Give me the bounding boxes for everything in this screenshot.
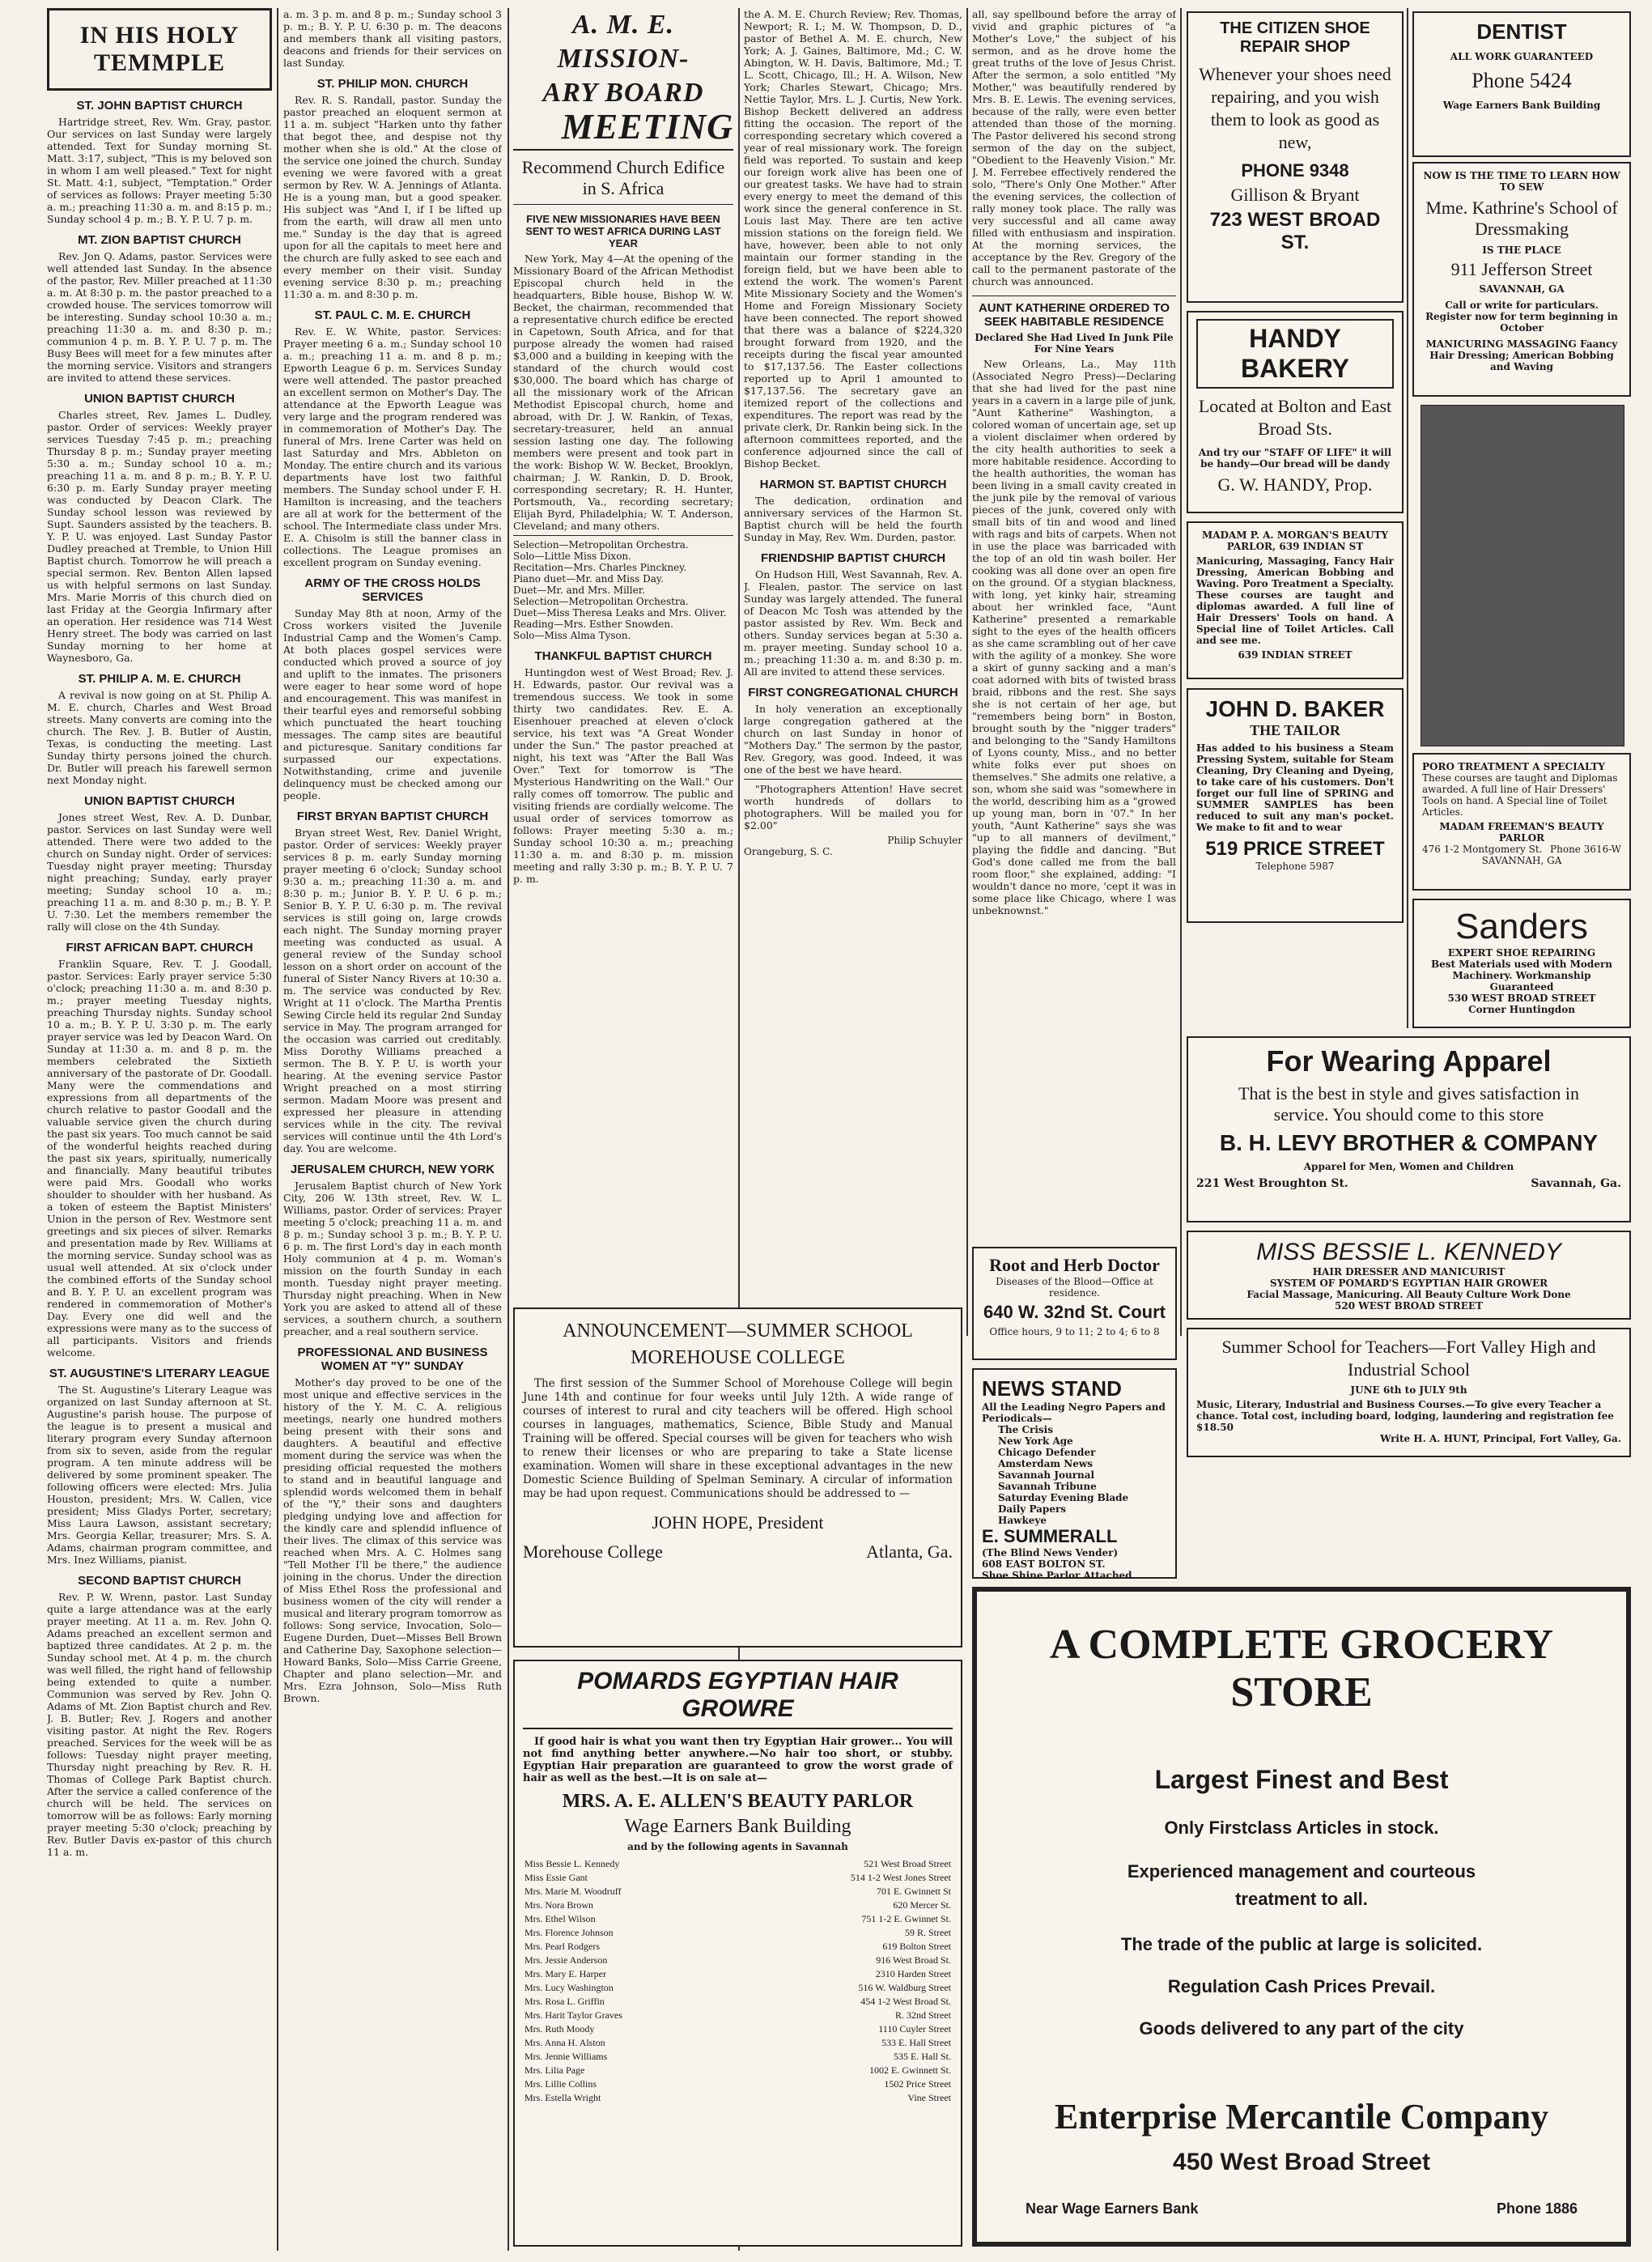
article-title: AUNT KATHERINE ORDERED TO SEEK HABITABLE RESIDENCE <box>972 296 1176 329</box>
table-row <box>523 1912 953 1926</box>
agent-name: Miss Essie Gant <box>524 1872 588 1883</box>
root-doctor-ad <box>972 1247 1177 1360</box>
table-row <box>523 1995 953 2009</box>
morehouse-announcement <box>513 1307 962 1648</box>
levy-title: For Wearing Apparel <box>1266 1044 1552 1078</box>
article-title: SECOND BAPTIST CHURCH <box>78 1574 241 1588</box>
pomard-body: If good hair is what you want then try Egyptian Hair grower... You will not find anything better anywhere.—No hair too short, or stubby. Egyptian Hair preparation are guaranteed to grow the worst grade of hair as well as the best.—It is on sale at— <box>523 1736 953 1784</box>
announcement-institution: Morehouse College <box>523 1541 663 1562</box>
program-item: Recitation—Mrs. Charles Pinckney. <box>513 562 687 573</box>
levy-firm: B. H. LEVY BROTHER & COMPANY <box>1219 1130 1599 1155</box>
dressmaking-services: MANICURING MASSAGING Faancy Hair Dressing; American Bobbing and Waving <box>1425 338 1618 372</box>
fortvalley-body: Music, Literary, Industrial and Business Courses.—To give every Teacher a chance. Total cost, including board, lodging, laundering and registration fee $18.50 <box>1196 1399 1614 1433</box>
agent-address: 516 W. Waldburg Street <box>858 1982 951 1993</box>
dentist-guarantee: ALL WORK GUARANTEED <box>1450 51 1594 62</box>
announcement-signer: JOHN HOPE, President <box>652 1512 824 1533</box>
article-body: Charles street, Rev. James L. Dudley, pastor. Order of services: Weekly prayer services Tuesday 7:45 p. m.; preaching Thursday 8 p. m.; Sunday prayer meeting 5:30 a. m.; Sunday school 10 a. m.; preaching 11 a. m. and 8 p. m.; B. Y. P. U. 6:30 p. m. Early Sunday prayer meeting was conducted by Deacon Clark. The Sunday school lesson was reviewed by Supt. Saunders assisted by the teachers. B. Y. P. U. was enjoyed. Last Sunday Pastor Dudley preached at Tremble, to Union Hill Baptist church. Tomorrow he will preach a special sermon. Rev. Benton Allen lapsed us with helpful sermons on last Sunday. Mrs. Marie Morris of this church died on last Friday at the Georgia Infirmary after an operation. Her residence was 714 West Henry street. The body was carried on last Sunday morning to her home at Waynesboro, Ga. <box>47 409 272 664</box>
morgan-body: Manicuring, Massaging, Fancy Hair Dressing, American Bobbing and Waving. Poro Treatment a Specialty. These courses are taught and diplomas awarded. A full line of Hair Dressers' Tools on hand. A Special line of Toilet Articles. Call and see me. <box>1196 555 1394 646</box>
fortvalley-dates: JUNE 6th to JULY 9th <box>1350 1384 1467 1396</box>
article <box>283 576 502 801</box>
news-paper: Saturday Evening Blade <box>998 1492 1129 1503</box>
dressmaking-place: IS THE PLACE <box>1482 244 1561 256</box>
announcement-city: Atlanta, Ga. <box>866 1541 953 1562</box>
article-body: all, say spellbound before the array of vivid and graphic pictures of "a Mother's Love," the subject of his sermon, and as he drove home the great truths of the love of Jesus Christ. After the sermon, a solo entitled "My Mother," was beautifully rendered by Mrs. B. E. Lewis. The evening services, because of the rally, were even better attended than those of the morning. The Pastor delivered his second strong sermon of the day on the subject, "Obedient to the Heavenly Vision." Mr. J. M. Ferrebee effectively rendered the solo, "There's Only One Mother." After the evening services, the collection of rally money took place. The rally was very successful and all came away filled with enthusiasm and inspiration. At the morning services, the acceptance by the Rev. Gregory of the call to the permanent pastorate of the church was announced. <box>972 8 1176 287</box>
article <box>513 649 733 885</box>
article-title: FIRST BRYAN BAPTIST CHURCH <box>296 810 489 823</box>
fortvalley-title: Summer School for Teachers—Fort Valley High and Industrial School <box>1221 1337 1596 1380</box>
article-body: Jerusalem Baptist church of New York City, 206 W. 13th street, Rev. W. L. Williams, pastor. Order of services: Prayer meeting 5 o'clock; preaching 11 a. m. and 8 p. m.; Sunday school 3 p. m.; B. Y. P. U. 6 p. m. The first Lord's day in each month Holy communion at 4 p. m. Woman's mission on the fourth Sunday in each month. Tuesday night prayer meeting. Thursday night preaching. When in New York you are asked to attend all of these services, a southern church, a southern preacher, and a real southern service. <box>283 1180 502 1337</box>
table-row <box>523 2022 953 2036</box>
article-body: Bryan street West, Rev. Daniel Wright, pastor. Order of services: Weekly prayer services 8 p. m. early Sunday morning prayer meeting 6 o'clock; Sunday school 9:30 a. m.; preaching 11:30 a. m. and 8:30 p. m.; Junior B. Y. P. U. 6 p. m.; Senior B. Y. P. U. 6:30 p. m. The revival services is still going on, large crowds each night. The Sunday morning prayer meeting was conducted as usual. A general review of the Sunday school lesson on a short order on account of the funeral of Sister Nancy Rivers at 10:30 a. m. The service was conducted by Rev. Wright at 11 o'clock. The Martha Prentis Sewing Circle held its regular 2nd Sunday service in May. The program arranged for the occasion was carried out creditably. Miss Dorothy Williams preached a sermon. The B. Y. P. U. is worth your hearing. At the evening service Pastor Wright preached on a most stirring sermon. Madam Moore was present and expressed her pleasure in attending services while in the city. The revival services will continue until the 4th Lord's day. You are welcome. <box>283 827 502 1154</box>
article-title: MT. ZION BAPTIST CHURCH <box>78 233 241 247</box>
poro-address: 476 1-2 Montgomery St. <box>1422 844 1543 855</box>
announcement-footer <box>523 1541 953 1563</box>
table-row <box>523 1857 953 1871</box>
repair-address: 723 WEST BROAD ST. <box>1209 209 1381 253</box>
pomard-ad <box>513 1660 962 2247</box>
column-3 <box>513 8 733 1303</box>
column-1 <box>47 8 272 2251</box>
repair-phone: PHONE 9348 <box>1241 160 1349 181</box>
agent-address: 751 1-2 E. Gwinnet St. <box>861 1913 951 1924</box>
table-row <box>523 1940 953 1954</box>
morgan-address: 639 INDIAN STREET <box>1238 649 1353 661</box>
agent-name: Mrs. Anna H. Alston <box>524 2037 605 2048</box>
pomard-title: POMARDS EGYPTIAN HAIR GROWRE <box>523 1668 953 1729</box>
article <box>744 478 962 543</box>
photo-notice <box>744 779 962 857</box>
notice-place: Orangeburg, S. C. <box>744 846 833 857</box>
announcement-body: The first session of the Summer School of Morehouse College will begin June 14th and continue for four weeks until July 12th. A wide range of courses of interest to rural and city teachers will be offered. High school courses in languages, mathematics, Science, Bible Study and Manual Training will be offered. Special courses will be given for teachers who wish to renew their licenses or who are preparing to take a State license examination. Women will share in these exceptional advantages in the new Domestic Science Building of Spelman Seminary. A circular of information may be had upon request. Communications should be addressed to — <box>523 1377 953 1500</box>
program-item: Solo—Miss Alma Tyson. <box>513 630 631 641</box>
article-title: HARMON ST. BAPTIST CHURCH <box>759 478 947 491</box>
agents-table <box>523 1857 953 2105</box>
dentist-title: DENTIST <box>1476 19 1567 44</box>
banner-line: ARY BOARD <box>542 78 704 108</box>
sanders-address: 530 WEST BROAD STREET <box>1447 993 1596 1004</box>
fortvalley-contact: Write H. A. HUNT, Principal, Fort Valley, Ga. <box>1380 1433 1621 1444</box>
levy-body: That is the best in style and gives satisfaction in service. You should come to this store <box>1238 1083 1579 1125</box>
table-row <box>523 1981 953 1995</box>
news-name: E. SUMMERALL <box>982 1526 1118 1546</box>
table-row <box>523 1926 953 1940</box>
fort-valley-ad <box>1187 1328 1631 1457</box>
article <box>744 551 962 678</box>
poro-title: PORO TREATMENT A SPECIALTY <box>1422 761 1605 772</box>
article-body: a. m. 3 p. m. and 8 p. m.; Sunday school 3 p. m.; B. Y. P. U. 6:30 p. m. The deacons and members thank all visiting pastors, deacons and friends for their services on last Sunday. <box>283 8 502 69</box>
sanders-tag: EXPERT SHOE REPAIRING <box>1447 947 1596 959</box>
bakery-located: Located at Bolton and East Broad Sts. <box>1198 396 1392 439</box>
table-row <box>523 1967 953 1981</box>
tailor-body: Has added to his business a Steam Pressing System, suitable for Steam Cleaning, Dry Cleaning and Dyeing, to take care of his customers. Don't forget our full line of SPRING and SUMMER SAMPLES has been reduced to suit any man's pocket. We make to fit and to wear <box>1196 742 1394 833</box>
tailor-phone: Telephone 5987 <box>1255 861 1335 872</box>
article <box>283 1163 502 1337</box>
article-title: ST. JOHN BAPTIST CHURCH <box>76 99 243 113</box>
table-row <box>523 2064 953 2077</box>
article-title: ST. PHILIP A. M. E. CHURCH <box>78 672 241 686</box>
agent-name: Mrs. Jennie Williams <box>524 2051 608 2062</box>
dentist-phone: Phone 5424 <box>1472 69 1572 92</box>
article-body: The St. Augustine's Literary League was organized on last Sunday afternoon at St. Augustine's parish house. The purpose of the league is to present a musical and literary program every Sunday afternoon from six to seven, aside from the regular program. A ten minute address will be delivered by some prominent speaker. The following officers were elected: Mrs. Julia Houston, president; Mrs. W. Callen, vice president; Miss Gladys Porter, secretary; Miss Laura Lawson, assistant secretary; Mrs. Georgia Kellar, treasurer; Mrs. S. A. Adams, chairman program committee, and Mrs. Inez Williams, pianist. <box>47 1384 272 1566</box>
article-body: Rev. P. W. Wrenn, pastor. Last Sunday quite a large attendance was at the early prayer meeting. At 11 a. m. Rev. John Q. Adams preached an excellent sermon and baptized three candidates. At 2 p. m. the Sunday school met. At 4 p. m. the church was well filled, the right hand of fellowship being extended to quite a number. Communion was served by Rev. John Q. Adams of Mt. Zion Baptist church and Rev. J. B. Butler; Rev. J. Rogers and another visiting pastor. At night the Rev. Rogers preached. Services for the week will be as follows: Tuesday night prayer meeting, Thursday night preaching by Rev. R. H. Thomas of College Park Baptist church. After the service a called conference of the church will be held. The services on tomorrow will be as follows: Early morning prayer meeting 5:30 o'clock; preaching by Rev. Butler Davis ex-pastor of this church 11 a. m. <box>47 1591 272 1858</box>
kennedy-trade: HAIR DRESSER AND MANICURIST <box>1312 1266 1505 1278</box>
kennedy-system: SYSTEM OF POMARD'S EGYPTIAN HAIR GROWER <box>1269 1278 1548 1289</box>
article-body: New Orleans, La., May 11th (Associated Negro Press)—Declaring that she had lived for the past nine years in a cavern in a large pile of junk, "Aunt Katherine" Washington, a colored woman of uncertain age, set up a violent disclaimer when ordered by the city health authorities to seek a more habitable residence. According to the health authorities, the woman has been living in a small cavity created in the junk pile by the removal of various pieces of the junk, covered only with small bits of tin and wood and lined with rags and bits of carpets. When not in use the place was barricaded with the top of an old tin wash boiler. Her cooking was all done over an open fire on the ground. Of a stygian blackness, with long, yet kinky hair, streaming about her wrinkled face, "Aunt Katherine" presented a remarkable sight to the eyes of the health officers as she came scrambling out of her cave with the agility of a monkey. She wore a skirt of gunny sacking and a man's coat adorned with bits of twisted brass braid, ribbons and the rest. She says she is not certain of her age, but "remembers being born" in Boston, brought south by the "nigger traders" and belonging to the "Sandy Hamiltons of Lyons county, Miss., and no better white folks ever put shoes on themselves." She admits one relative, a son, whom she said was "somewhere in the world, describing him as a "growed up young man, born in '07." In her youth, "Aunt Katherine" says she was "up to all manners of devilment," playing the fiddle and dancing. "But God's done called me from the ball room floor," she explained, adding: "I wouldn't dance no more, 'cept it was in some place like Chicago, where I was unbeknownst." <box>972 358 1176 916</box>
agent-address: 2310 Harden Street <box>875 1968 951 1979</box>
agent-name: Mrs. Estella Wright <box>524 2092 601 2103</box>
missionary-banner <box>513 8 733 151</box>
agent-address: R. 32nd Street <box>895 2009 951 2021</box>
article-body: On Hudson Hill, West Savannah, Rev. A. J. Flealen, pastor. The service on last Sunday was largely attended. The funeral of Deacon Mc Tosh was attended by the pastor assisted by Rev. Wm. Beck and others. Sunday services began at 5:30 a. m. prayer meeting. Sunday school 10 a. m.; preaching 11:30 a. m. and 8:30 p. m. All are invited to attend these services. <box>744 568 962 678</box>
dressmaking-name: Mme. Kathrine's School of Dressmaking <box>1425 198 1618 239</box>
news-paper: Savannah Tribune <box>998 1481 1097 1492</box>
poro-ad <box>1412 753 1631 891</box>
article-title: FRIENDSHIP BAPTIST CHURCH <box>760 551 946 565</box>
tailor-trade: THE TAILOR <box>1250 722 1340 738</box>
tailor-name: JOHN D. BAKER <box>1205 696 1385 721</box>
agent-name: Miss Bessie L. Kennedy <box>524 1858 620 1869</box>
article-title: ST. PAUL C. M. E. CHURCH <box>314 308 471 322</box>
bakery-ad <box>1187 311 1404 513</box>
news-title: NEWS STAND <box>982 1376 1122 1401</box>
article-body: Huntingdon west of West Broad; Rev. J. H. Edwards, pastor. Our revival was a tremendous success. We took in some thirty two candidates. Rev. E. A. Eisenhouer preached at eleven o'clock service, his text was "A Great Wonder under the Sun." The pastor preached at night, his text was "After the Ball Was Over." Text for tomorrow is "The Mysterious Handwriting on the Wall." Our rally comes off tomorrow. The public and visiting friends are cordially welcome. The usual order of services tomorrow as follows: Prayer meeting 5:30 a. m.; Sunday school 10:30 a. m.; preaching 11:30 a. m. and 8:30 p. m. mission meeting and rally 3:30 p. m.; B. Y. P. U. 7 p. m. <box>513 666 733 885</box>
agent-address: 916 West Broad St. <box>876 1954 951 1966</box>
tailor-ad <box>1187 688 1404 923</box>
headline: Recommend Church Edifice in S. Africa <box>513 157 733 205</box>
program-item: Duet—Miss Theresa Leaks and Mrs. Oliver. <box>513 607 727 619</box>
article-body: Rev. Jon Q. Adams, pastor. Services were well attended last Sunday. In the absence of the pastor, Rev. Miller preached at 11:30 a. m. At 8:30 p. m. the pastor preached to a crowded house. The services tomorrow will be interesting. Sunday school 10:30 a. m.; preaching 11:30 a. m. and 8:30 p. m.; communion 4 p. m. B. Y. P. U. 7 p. m. The Busy Bees will meet for a few minutes after the morning service. Visitors and strangers are invited to attend these services. <box>47 250 272 384</box>
agent-name: Mrs. Ethel Wilson <box>524 1913 596 1924</box>
column-rule <box>966 8 968 1336</box>
pomard-agents-intro: and by the following agents in Savannah <box>627 1841 848 1852</box>
grocery-line4: Regulation Cash Prices Prevail. <box>1167 1976 1436 1996</box>
agent-address: 533 E. Hall Street <box>881 2037 951 2048</box>
table-row <box>523 2036 953 2050</box>
dressmaking-city: SAVANNAH, GA <box>1479 283 1565 295</box>
table-row <box>523 1871 953 1885</box>
levy-apparel-ad <box>1187 1036 1631 1222</box>
agent-name: Mrs. Lilia Page <box>524 2064 585 2076</box>
article <box>47 1367 272 1566</box>
grocery-line1: Only Firstclass Articles in stock. <box>1164 1818 1439 1838</box>
news-vendor: (The Blind News Vender) <box>982 1547 1119 1558</box>
article-body: In holy veneration an exceptionally large congregation gathered at the church on last Sunday in honor of "Mothers Day." The sermon by the pastor, Rev. Gregory, was good. Indeed, it was one of the best we have heard. <box>744 703 962 776</box>
kennedy-name: MISS BESSIE L. KENNEDY <box>1256 1239 1561 1265</box>
news-paper: The Crisis <box>998 1424 1053 1435</box>
grocery-line5: Goods delivered to any part of the city <box>1139 2018 1464 2039</box>
poro-address-line <box>1422 844 1621 855</box>
article-body: the A. M. E. Church Review; Rev. Thomas, Newport; R. I.; M. W. Thompson, D. D., pastor of Bethel A. M. E. church, New York; A. J. Gaines, Baltimore, Md.; C. W. Abington, W. H. Davis, Baltimore, Md.; T. L. Scott, Chicago, Ill.; H. A. Wilson, New York; Charles Stewart, Chicago; Mrs. Nettie Taylor, Mrs. L. J. Curtis, New York. Bishop Beckett delivered an address fitting the occasion. The report of the corresponding secretary which covered a year of real missionary work. The foreign field was reported. To sustain and keep our foreign work alive has been one of our greatest tasks. We have had to strain every energy to meet the demand of this work since the general conference in St. Louis last May. There are ten active mission stations on the foreign field. We have, however, been able to not only maintain our former standing in the foreign field, but we have been able to extend the work. The women's Parent Mite Missionary Society and the Women's Home and Foreign Missionary Society have been connected. The report showed that there was a balance of $224,320 brought forward from 1920, and the receipts during the fiscal year amounted to $17,137.56. The Easter collections reported up to April 1 amounted to $17,137.56. The secretary gave an itemized report of the collections and expenditures. The report was read by the private clerk, Dr. Rankin being sick. In the afternoon committees reported, and the conference adjourned since the call of Bishop Becket. <box>744 8 962 470</box>
table-row <box>523 2091 953 2105</box>
dressmaking-top: NOW IS THE TIME TO LEARN HOW TO SEW <box>1423 170 1620 193</box>
article-body: Hartridge street, Rev. Wm. Gray, pastor. Our services on last Sunday were largely attended. Text for Sunday morning St. Matt. 3:17, subject, "This is my beloved son in whom I am well pleased." Text for night St. Matt. 4:1, subject, "Temptation." Order of services as follows: Prayer meeting 5:30 a. m.; preaching 11:30 a. m. and 8:15 p. m.; Sunday school 4 p. m.; B. Y. P. U. 7 p. m. <box>47 116 272 225</box>
grocery-near: Near Wage Earners Bank <box>1026 2200 1199 2217</box>
agent-name: Mrs. Jessie Anderson <box>524 1954 608 1966</box>
table-row <box>523 1954 953 1967</box>
agent-name: Mrs. Lucy Washington <box>524 1982 614 1993</box>
news-intro: All the Leading Negro Papers and Periodicals— <box>982 1401 1166 1424</box>
banner-line: A. M. E. MISSION- <box>557 10 690 74</box>
sanders-corner: Corner Huntingdon <box>1468 1004 1575 1015</box>
column-5 <box>972 8 1176 1320</box>
agent-address: 521 West Broad Street <box>864 1858 951 1869</box>
table-row <box>523 1885 953 1898</box>
agent-address: 1110 Cuyler Street <box>878 2023 951 2035</box>
article <box>283 77 502 300</box>
grocery-phone: Phone 1886 <box>1496 2200 1578 2217</box>
kennedy-extra: Facial Massage, Manicuring. All Beauty Culture Work Done <box>1246 1289 1571 1300</box>
grocery-ad <box>972 1587 1631 2247</box>
announcement-title: ANNOUNCEMENT—SUMMER SCHOOL <box>563 1320 913 1341</box>
program-list <box>513 535 733 641</box>
article <box>47 1574 272 1858</box>
article <box>47 941 272 1358</box>
program-item: Selection—Metropolitan Orchestra. <box>513 596 689 607</box>
agent-name: Mrs. Lillie Collins <box>524 2078 597 2090</box>
article-body: Rev. R. S. Randall, pastor. Sunday the pastor preached an eloquent sermon at 11 a. m. subject "Harken unto thy father that begot thee, and despise not thy mother when she is old." At the close of the service one joined the church. Sunday evening we were favored with a great sermon by Rev. W. A. Jennings of Atlanta. He is a young man, but a good speaker. His subject was "And I, if I be lifted up from the earth, will draw all men unto me." Sunday is the day that is agreed upon for all the capitals to meet here and the church are fully asked to see each and every member on their visit. Sunday evening service 8:30 p. m.; preaching 11:30 a. m. and 8:30 p. m. <box>283 94 502 300</box>
article-body: Rev. E. W. White, pastor. Services: Prayer meeting 6 a. m.; Sunday school 10 a. m.; preaching 11 a. m. and 8 p. m.; Epworth League 6 p. m. Services Sunday were well attended. The pastor preached an excellent sermon on Mother's Day. The attendance at the Epworth League was very large and the program rendered was in commemoration of Mother's Day. The funeral of Mrs. Irene Carter was held on last Saturday and Mrs. Abbleton on Monday. The entire church and its various departments have lost two faithful members. The Sunday school under F. H. Hamilton is increasing, and the teachers are all at work for the betterment of the school. The Intermediate class under Mrs. E. A. Chisolm is still the banner class in collections. The League promises an excellent program on Sunday evening. <box>283 325 502 568</box>
levy-address-line <box>1196 1177 1621 1190</box>
program-item: Solo—Little Miss Dixon. <box>513 551 631 562</box>
root-line: Diseases of the Blood—Office at residence. <box>996 1276 1153 1299</box>
news-stand-ad <box>972 1368 1177 1579</box>
article-body: Mother's day proved to be one of the most unique and effective services in the history of the Y. M. C. A. religious meetings, nearly one hundred mothers being present with their sons and daughters. A beautiful and effective moment during the service was when the presiding official requested the mothers to stand and in beautiful language and splendid words welcomed them in behalf of the "Y," their sons and daughters pledging undying love and affection for the kindly care and splendid influence of their lives. The climax of this service was reached when Mrs. A. C. Holmes sang "Tell Mother I'll be there," the audience joining in the chorus. Under the direction of Miss Ethel Ross the professional and business women of the city will render a musical and literary program tomorrow as follows: Song service, Invocation, Solo—Eugene Durden, Duet—Misses Bell Brown and Catherine Day, Saxophone selection—Howard Banks, Solo—Miss Carrie Greene, Chapter and plano selection—Mr. and Mrs. Ezra Johnson, Solo—Miss Ruth Brown. <box>283 1376 502 1704</box>
article-body: Sunday May 8th at noon, Army of the Cross workers visited the Juvenile Industrial Camp and the Women's Camp. At both places gospel services were conducted which proved a source of joy and uplift to the inmates. The prisoners were eager to hear some word of hope and encouragement. This was manifest in their tearful eyes and remorseful sobbing which punctuated the heart touching messages. The camp sites are beautiful and picturesque. Sanitary conditions far surpassed our expectations. Notwithstanding, crime and juvenile delinquency must be checked among our people. <box>283 607 502 801</box>
column-rule <box>277 8 278 2251</box>
column-2 <box>283 8 502 2251</box>
news-paper: Savannah Journal <box>998 1469 1095 1481</box>
dressmaking-address: 911 Jefferson Street <box>1450 259 1593 279</box>
levy-line: Apparel for Men, Women and Children <box>1303 1161 1514 1172</box>
program-item: Selection—Metropolitan Orchestra. <box>513 539 689 551</box>
news-shine: Shoe Shine Parlor Attached <box>982 1570 1132 1581</box>
kennedy-ad <box>1187 1231 1631 1320</box>
news-paper: Hawkeye <box>998 1515 1047 1526</box>
poro-phone: Phone 3616-W <box>1550 844 1621 855</box>
agent-name: Mrs. Nora Brown <box>524 1899 593 1911</box>
column-rule <box>507 8 509 2251</box>
agent-address: 1502 Price Street <box>884 2078 951 2090</box>
dressmaking-ad <box>1412 162 1631 397</box>
agent-name: Mrs. Harit Taylor Graves <box>524 2009 622 2021</box>
article-body: A revival is now going on at St. Philip A. M. E. church, Charles and West Broad streets. Many converts are coming into the church. The Rev. J. B. Butler of Austin, Texas, is conducting the meeting. Last Sunday thirty persons joined the church. Dr. Butler will preach his farewell sermon next Monday night. <box>47 689 272 786</box>
article-title: PROFESSIONAL AND BUSINESS WOMEN AT "Y" SUNDAY <box>297 1346 488 1373</box>
article <box>47 794 272 933</box>
grocery-footer <box>1026 2200 1578 2217</box>
dressmaking-note: Call or write for particulars. Register now for term beginning in October <box>1425 300 1618 334</box>
agent-address: 514 1-2 West Jones Street <box>850 1872 951 1883</box>
pomard-parlor: MRS. A. E. ALLEN'S BEAUTY PARLOR <box>562 1791 914 1812</box>
article-title: ST. PHILIP MON. CHURCH <box>316 77 469 91</box>
article-body: New York, May 4—At the opening of the Missionary Board of the African Methodist Episcopal church held in the headquarters, Bible house, Bishop W. W. Becket, the chairman, recommended that a representative church edifice be erected in Capetown, South Africa, and for that purpose already the women had raised $3,000 and a building in keeping with the standard of the church would cost $30,000. The board which has charge of all the missionary work of the African Methodist Episcopal church, home and abroad, with Dr. J. W. Rankin, of Texas, secretary-treasurer, held an annual session lasting one day. The following members were present and took part in the work: Bishop W. W. Becket, Brooklyn, chairman; J. W. Rankin, D. D. Brook, corresponding secretary; R. H. Hunter, Portsmouth, Va., recording secretary; Elijah Byrd, Philadelphia; W. T. Anderson, Cleveland; and many others. <box>513 253 733 532</box>
table-row <box>523 2009 953 2022</box>
dentist-ad <box>1412 11 1631 157</box>
notice-text: "Photographers Attention! Have secret worth hundreds of dollars to photographers. Will be mailed you for $2.00" <box>744 783 962 831</box>
table-row <box>523 2077 953 2091</box>
news-paper: Daily Papers <box>998 1503 1067 1515</box>
sanders-ad <box>1412 899 1631 1028</box>
grocery-line3: The trade of the public at large is solicited. <box>1120 1934 1483 1954</box>
banner-line: MEETING <box>561 107 733 147</box>
article <box>283 810 502 1154</box>
agent-address: 701 E. Gwinnett St <box>877 1886 951 1897</box>
article-body: The dedication, ordination and anniversary services of the Harmon St. Baptist church will be held the fourth Sunday in May, Rev. Wm. Durden, pastor. <box>744 495 962 543</box>
program-item: Duet—Mr. and Mrs. Miller. <box>513 585 645 596</box>
root-address: 640 W. 32nd St. Court <box>983 1302 1166 1322</box>
column-rule <box>1407 8 1408 1028</box>
grocery-firm: Enterprise Mercantile Company <box>1054 2097 1549 2137</box>
portrait-photo <box>1421 405 1624 746</box>
article-title: ST. AUGUSTINE'S LITERARY LEAGUE <box>49 1367 270 1380</box>
notice-signature: Philip Schuyler <box>887 835 962 846</box>
poro-name: MADAM FREEMAN'S BEAUTY PARLOR <box>1439 821 1604 844</box>
tailor-address: 519 PRICE STREET <box>1205 838 1385 860</box>
article-title: JERUSALEM CHURCH, NEW YORK <box>290 1163 495 1176</box>
agent-address: 454 1-2 West Broad St. <box>860 1996 951 2007</box>
news-paper: New York Age <box>998 1435 1073 1447</box>
announcement-subtitle: MOREHOUSE COLLEGE <box>631 1347 845 1368</box>
article-title: FIRST CONGREGATIONAL CHURCH <box>748 686 958 699</box>
agent-address: 619 Bolton Street <box>882 1941 951 1952</box>
program-item: Reading—Mrs. Esther Snowden. <box>513 619 673 630</box>
agent-name: Mrs. Ruth Moody <box>524 2023 595 2035</box>
root-title: Root and Herb Doctor <box>989 1255 1160 1275</box>
kennedy-address: 520 WEST BROAD STREET <box>1335 1300 1483 1312</box>
repair-firm: Gillison & Bryant <box>1230 185 1360 205</box>
sanders-name: Sanders <box>1455 907 1588 946</box>
bakery-name: HANDY BAKERY <box>1196 319 1394 389</box>
table-row <box>523 2050 953 2064</box>
morgan-title: MADAM P. A. MORGAN'S BEAUTY PARLOR, 639 INDIAN ST <box>1201 529 1389 552</box>
agent-address: 535 E. Hall St. <box>894 2051 951 2062</box>
levy-address: 221 West Broughton St. <box>1196 1177 1348 1190</box>
banner-text: IN HIS HOLY TEMMPLE <box>79 22 240 76</box>
agent-name: Mrs. Pearl Rodgers <box>524 1941 600 1952</box>
poro-body: These courses are taught and Diplomas awarded. A full line of Hair Dressers' Tools on hand. A Special line of Toilet Articles. <box>1422 772 1618 818</box>
grocery-title: A COMPLETE GROCERY STORE <box>1049 1622 1554 1716</box>
article <box>47 672 272 786</box>
grocery-line2: Experienced management and courteous treatment to all. <box>1127 1861 1476 1909</box>
column-4 <box>744 8 962 1303</box>
morgan-beauty-ad <box>1187 521 1404 679</box>
levy-city: Savannah, Ga. <box>1531 1177 1621 1190</box>
news-papers <box>982 1424 1167 1526</box>
root-hours: Office hours, 9 to 11; 2 to 4; 6 to 8 <box>989 1326 1160 1337</box>
article <box>283 308 502 568</box>
repair-title: THE CITIZEN SHOE REPAIR SHOP <box>1220 19 1370 56</box>
article-title: THANKFUL BAPTIST CHURCH <box>534 649 712 663</box>
bakery-prop: G. W. HANDY, Prop. <box>1217 474 1373 495</box>
article <box>744 686 962 776</box>
dentist-building: Wage Earners Bank Building <box>1442 100 1601 111</box>
article-title: UNION BAPTIST CHURCH <box>84 392 235 406</box>
agent-name: Mrs. Florence Johnson <box>524 1927 614 1938</box>
agent-name: Mrs. Rosa L. Griffin <box>524 1996 605 2007</box>
agent-address: Vine Street <box>907 2092 951 2103</box>
agent-name: Mrs. Marie M. Woodruff <box>524 1886 622 1897</box>
pomard-building: Wage Earners Bank Building <box>624 1816 851 1837</box>
article-title: FIRST AFRICAN BAPT. CHURCH <box>66 941 253 955</box>
article <box>47 392 272 664</box>
program-item: Piano duet—Mr. and Miss Day. <box>513 573 664 585</box>
repair-line: Whenever your shoes need repairing, and you wish them to look as good as new, <box>1199 64 1391 152</box>
news-paper: Chicago Defender <box>998 1447 1096 1458</box>
agent-address: 1002 E. Gwinnett St. <box>869 2064 951 2076</box>
grocery-address: 450 West Broad Street <box>1173 2149 1430 2175</box>
column-rule <box>1180 8 1182 1336</box>
grocery-sub: Largest Finest and Best <box>1154 1765 1449 1794</box>
article <box>47 99 272 225</box>
agent-name: Mrs. Mary E. Harper <box>524 1968 606 1979</box>
article-subtitle: Declared She Had Lived In Junk Pile For Nine Years <box>975 332 1174 355</box>
news-address: 608 EAST BOLTON ST. <box>982 1558 1106 1570</box>
poro-city: SAVANNAH, GA <box>1481 855 1562 866</box>
news-paper: Amsterdam News <box>998 1458 1093 1469</box>
article-title: ARMY OF THE CROSS HOLDS SERVICES <box>304 576 481 604</box>
shoe-repair-ad <box>1187 11 1404 303</box>
article <box>47 233 272 384</box>
article-body: Franklin Square, Rev. T. J. Goodall, pastor. Services: Early prayer service 5:30 o'clock; preaching 11:30 a. m. and 8:30 p. m.; prayer meeting Tuesday nights, preaching Thursday nights. Sunday school 10 a. m.; B. Y. P. U. 3:30 p. m. The early prayer service was led by Deacon Ward. On Sunday at 11:30 a. m. and 8 p. m. the members celebrated the Sixtieth anniversary of the pastorate of Dr. Goodall. Many were the commendations and expressions from all departments of the church relative to pastor Goodall and the valuable service given the church during the past six years. Too much cannot be said of the wonderful heights reached during the past six years, spiritually, numerically and financially. Many beautiful tributes were paid Mrs. Goodall who works shoulder to shoulder with her husband. As a token of esteem the Baptist Ministers' Union in the person of Rev. Westmore sent greetings and six pieces of silver. Remarks and presentation made by Rev. Williams at the morning service. Sunday school was as usual well attended. At six o'clock under the combined efforts of the Sunday school and B. Y. P. U. an excellent program was rendered in commemoration of Mother's Day. Every one did well and the expressions were many as to the success of all participants. Visitors and friends welcome. <box>47 958 272 1358</box>
article-title: UNION BAPTIST CHURCH <box>84 794 235 808</box>
agent-address: 59 R. Street <box>905 1927 951 1938</box>
table-row <box>523 1898 953 1912</box>
agent-address: 620 Mercer St. <box>893 1899 951 1911</box>
article-body: Jones street West, Rev. A. D. Dunbar, pastor. Services on last Sunday were well attended. There were two added to the church on Sunday night. Order of services: Tuesday night prayer meeting; Thursday night preaching; Sunday, early prayer meeting; Sunday school 10 a. m.; preaching 11 a. m. and 8:30 p. m.; B. Y. P. U. 7:30. Let the members remember the rally will close on the 4th Sunday. <box>47 811 272 933</box>
banner-holy-temple <box>47 8 272 91</box>
bakery-tagline: And try our "STAFF OF LIFE" it will be handy—Our bread will be dandy <box>1198 447 1392 470</box>
article <box>283 1346 502 1704</box>
subhead: FIVE NEW MISSIONARIES HAVE BEEN SENT TO WEST AFRICA DURING LAST YEAR <box>525 213 721 249</box>
sanders-body: Best Materials used with Modern Machinery. Workmanship Guaranteed <box>1430 959 1612 993</box>
